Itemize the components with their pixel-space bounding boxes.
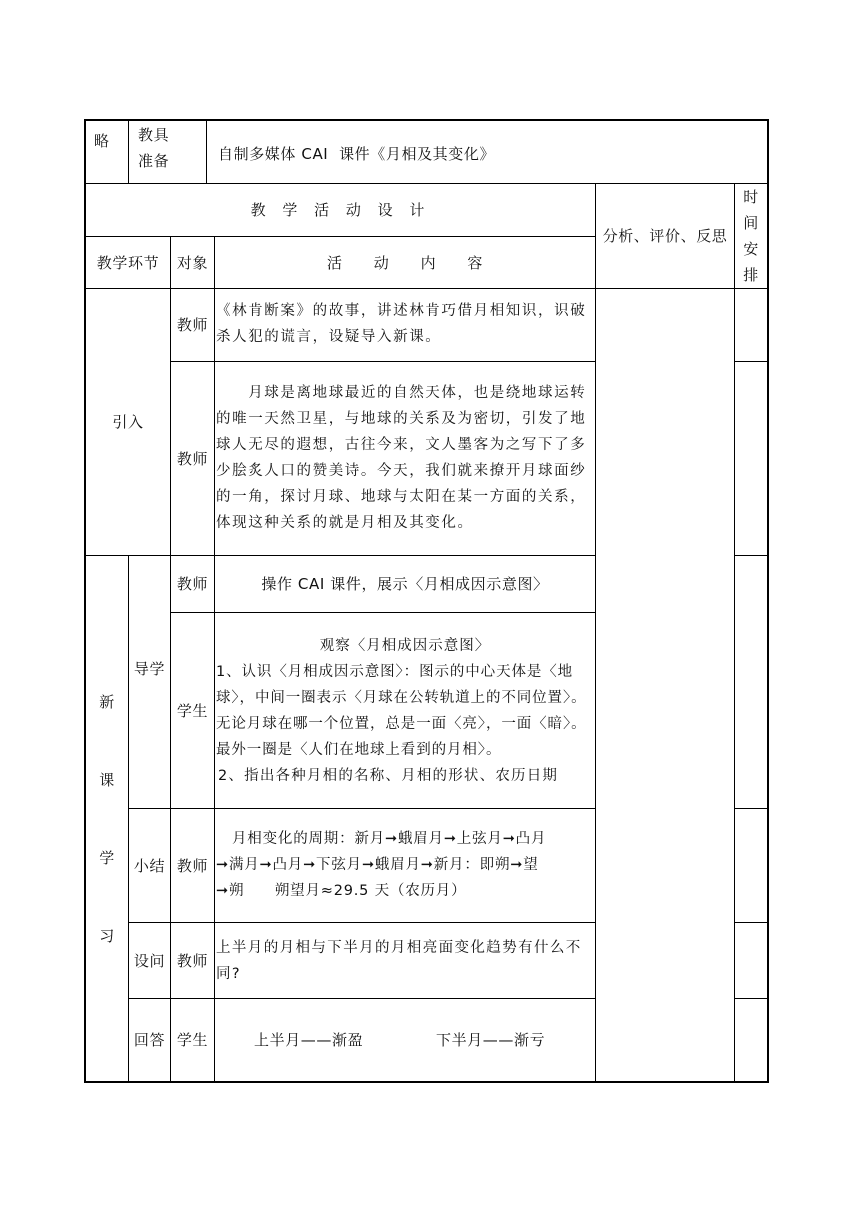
huida-cell — [129, 999, 170, 1081]
row2-content: 月球是离地球最近的自然天体，也是绕地球运转的唯一天然卫星，与地球的关系及为密切，引发了地球人无尽的遐想，古往今来，文人墨客为之写下了多少脍炙人口的赞美诗。今天，我们就来撩开月球面纱的一角，探讨月球、地球与太阳在某一方面的关系，体现这种关系的就是月相及其变化。 — [216, 385, 587, 531]
jiaoju-label-line2: 准备 — [138, 152, 170, 170]
grid-line — [734, 183, 735, 1082]
row3-object: 教师 — [176, 575, 209, 593]
time-header-char: 排 — [743, 266, 759, 284]
row4-object: 学生 — [176, 701, 209, 720]
table-border-right — [767, 119, 769, 1083]
row6-object-cell — [171, 923, 214, 998]
design-title: 教 学 活 动 设 计 — [250, 201, 431, 219]
col-stage-label: 教学环节 — [96, 253, 160, 272]
new-lesson-char: 学 — [99, 848, 115, 867]
grid-line — [170, 361, 595, 362]
table-border-top — [84, 119, 769, 121]
xiaojie-cell — [129, 809, 170, 922]
col-content-header — [215, 237, 595, 288]
col-content-label: 活 动 内 容 — [326, 253, 483, 272]
row5-object-cell — [171, 809, 214, 922]
shewen-cell — [129, 923, 170, 998]
row4-content: 1、认识〈月相成因示意图〉：图示的中心天体是〈地球〉，中间一圈表示〈月球在公转轨道上的不同位置〉。无论月球在哪一个位置，总是一面〈亮〉，一面〈暗〉。最外一圈是〈人们在地球上看到的月相〉。 — [216, 664, 587, 758]
grid-line — [214, 236, 215, 1082]
row5-line1: 月相变化的周期：新月➞蛾眉月➞上弦月➞凸月 — [232, 831, 547, 847]
grid-line — [734, 998, 769, 999]
row2-object: 教师 — [176, 449, 209, 468]
row7-content-cell — [216, 999, 594, 1081]
grid-line — [595, 183, 596, 1082]
jiaoju-label-line1: 教具 — [138, 126, 170, 144]
row5-object: 教师 — [176, 856, 209, 875]
new-lesson-char: 新 — [99, 692, 115, 711]
daoxue-cell — [129, 656, 170, 686]
grid-line — [170, 612, 595, 613]
jiaoju-label-cell — [138, 122, 204, 182]
col-stage-header — [86, 237, 170, 288]
row2-object-cell — [171, 362, 214, 555]
intro-stage-label: 引入 — [112, 413, 144, 431]
row3-object-cell — [171, 556, 214, 612]
row1-object-cell — [171, 289, 214, 361]
jiaoju-value-cell — [218, 140, 758, 168]
intro-stage-cell — [86, 289, 170, 555]
row1-content: 《林肯断案》的故事，讲述林肯巧借月相知识，识破杀人犯的谎言，设疑导入新课。 — [216, 303, 587, 345]
row5-line2: ➞满月➞凸月➞下弦月➞蛾眉月➞新月：即朔➞望 — [216, 857, 539, 873]
time-header-char: 间 — [743, 214, 759, 232]
row3-content: 操作 CAI 课件，展示〈月相成因示意图〉 — [261, 575, 549, 593]
new-lesson-stage-cell — [86, 556, 128, 1081]
huida-label: 回答 — [133, 1031, 166, 1049]
new-lesson-char: 习 — [99, 926, 115, 945]
design-title-cell — [86, 184, 595, 236]
xiaojie-label: 小结 — [133, 856, 166, 875]
new-lesson-char: 课 — [99, 770, 115, 789]
row1-object: 教师 — [176, 316, 209, 334]
grid-line — [206, 119, 207, 183]
row2-content-cell — [216, 380, 594, 544]
row6-object: 教师 — [176, 951, 209, 970]
lue-cell — [94, 128, 126, 158]
lue-label: 略 — [94, 132, 110, 150]
row4-content2: 2、指出各种月相的名称、月相的形状、农历日期 — [218, 768, 559, 784]
jiaoju-value: 自制多媒体 CAI 课件《月相及其变化》 — [218, 145, 496, 163]
time-header — [743, 184, 759, 288]
grid-line — [734, 555, 769, 556]
time-header-char: 安 — [743, 240, 759, 258]
time-header-cell — [735, 184, 767, 288]
row7-object-cell — [171, 999, 214, 1081]
analysis-header: 分析、评价、反思 — [602, 227, 728, 245]
row1-content-cell — [216, 298, 594, 354]
row7-right: 下半月——渐亏 — [436, 1031, 546, 1049]
col-object-label: 对象 — [176, 253, 209, 272]
grid-line — [128, 119, 129, 183]
grid-line — [734, 361, 769, 362]
time-header-char: 时 — [743, 188, 759, 206]
analysis-header-cell — [596, 184, 734, 288]
col-object-header — [171, 237, 214, 288]
grid-line — [734, 922, 769, 923]
row5-content-cell — [216, 826, 594, 910]
shewen-label: 设问 — [133, 951, 166, 970]
row4-title: 观察〈月相成因示意图〉 — [319, 638, 491, 654]
table-border-bottom — [84, 1081, 769, 1083]
row4-object-cell — [171, 613, 214, 808]
row6-content: 上半月的月相与下半月的月相亮面变化趋势有什么不同? — [216, 940, 582, 982]
row3-content-cell — [215, 556, 595, 612]
grid-line — [734, 808, 769, 809]
daoxue-label: 导学 — [133, 660, 166, 678]
row7-left: 上半月——渐盈 — [254, 1031, 364, 1049]
row5-line3: ➞朔 朔望月≈29.5 天（农历月） — [216, 883, 467, 899]
row6-content-cell — [216, 935, 594, 991]
new-lesson-stage — [99, 689, 115, 949]
row4-content-cell — [216, 632, 594, 802]
row7-object: 学生 — [176, 1031, 209, 1049]
